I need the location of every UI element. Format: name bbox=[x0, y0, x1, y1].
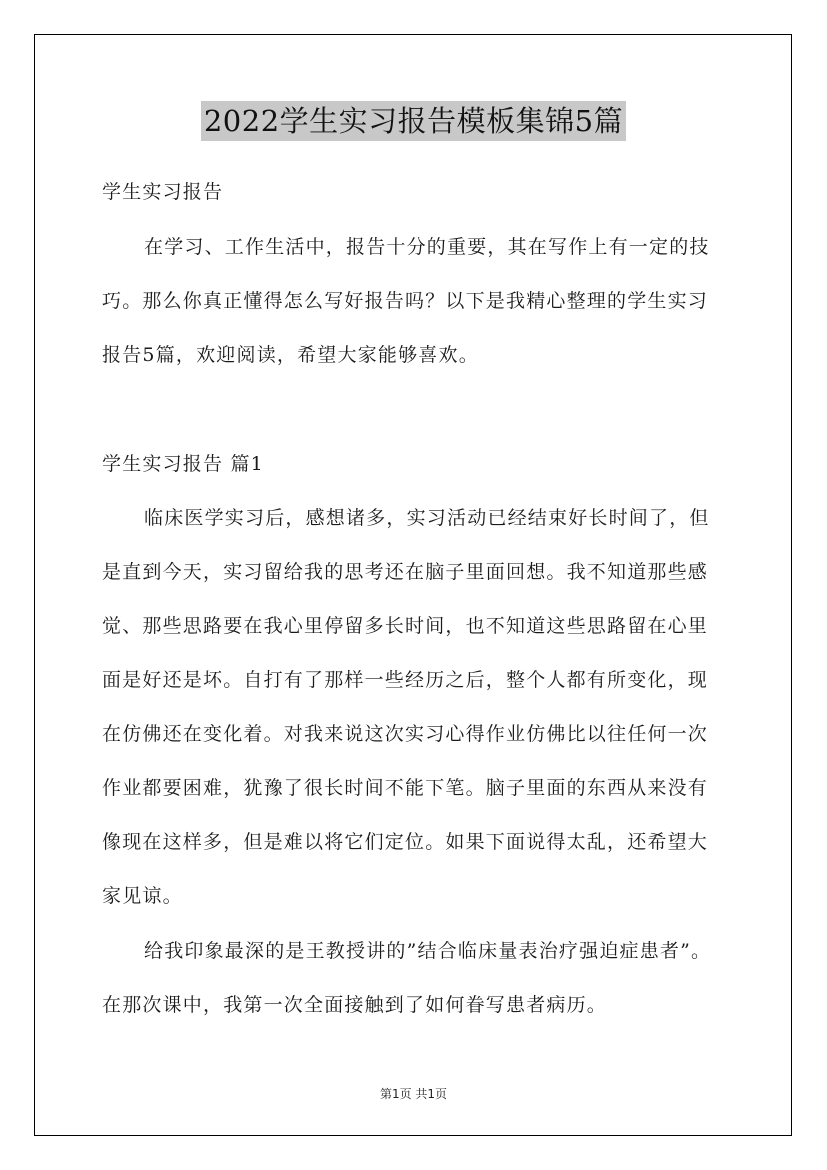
title-container bbox=[0, 101, 827, 141]
para2-line-2: 在那次课中，我第一次全面接触到了如何眷写患者病历。 bbox=[102, 994, 608, 1016]
part-heading: 学生实习报告 篇1 bbox=[102, 453, 264, 475]
intro-line-3: 报告5篇，欢迎阅读，希望大家能够喜欢。 bbox=[102, 344, 479, 366]
document-title: 2022学生实习报告模板集锦5篇 bbox=[201, 101, 626, 141]
para1-line-8: 家见谅。 bbox=[102, 885, 183, 907]
para1-line-3: 觉、那些思路要在我心里停留多长时间，也不知道这些思路留在心里 bbox=[102, 615, 709, 637]
section-heading: 学生实习报告 bbox=[102, 181, 224, 203]
intro-line-2: 巧。那么你真正懂得怎么写好报告吗？以下是我精心整理的学生实习 bbox=[102, 290, 709, 312]
para1-line-4: 面是好还是坏。自打有了那样一些经历之后，整个人都有所变化，现 bbox=[102, 669, 709, 691]
para1-line-2: 是直到今天，实习留给我的思考还在脑子里面回想。我不知道那些感 bbox=[102, 561, 709, 583]
para1-line-6: 作业都要困难，犹豫了很长时间不能下笔。脑子里面的东西从来没有 bbox=[102, 777, 709, 799]
para1-line-7: 像现在这样多，但是难以将它们定位。如果下面说得太乱，还希望大 bbox=[102, 831, 709, 853]
page-number-footer: 第1页 共1页 bbox=[379, 1087, 448, 1101]
para2-line-1: 给我印象最深的是王教授讲的”结合临床量表治疗强迫症患者”。 bbox=[144, 940, 712, 962]
para1-line-5: 在仿佛还在变化着。对我来说这次实习心得作业仿佛比以往任何一次 bbox=[102, 723, 709, 745]
intro-line-1: 在学习、工作生活中，报告十分的重要，其在写作上有一定的技 bbox=[144, 236, 710, 258]
para1-line-1: 临床医学实习后，感想诸多，实习活动已经结束好长时间了，但 bbox=[144, 507, 710, 529]
